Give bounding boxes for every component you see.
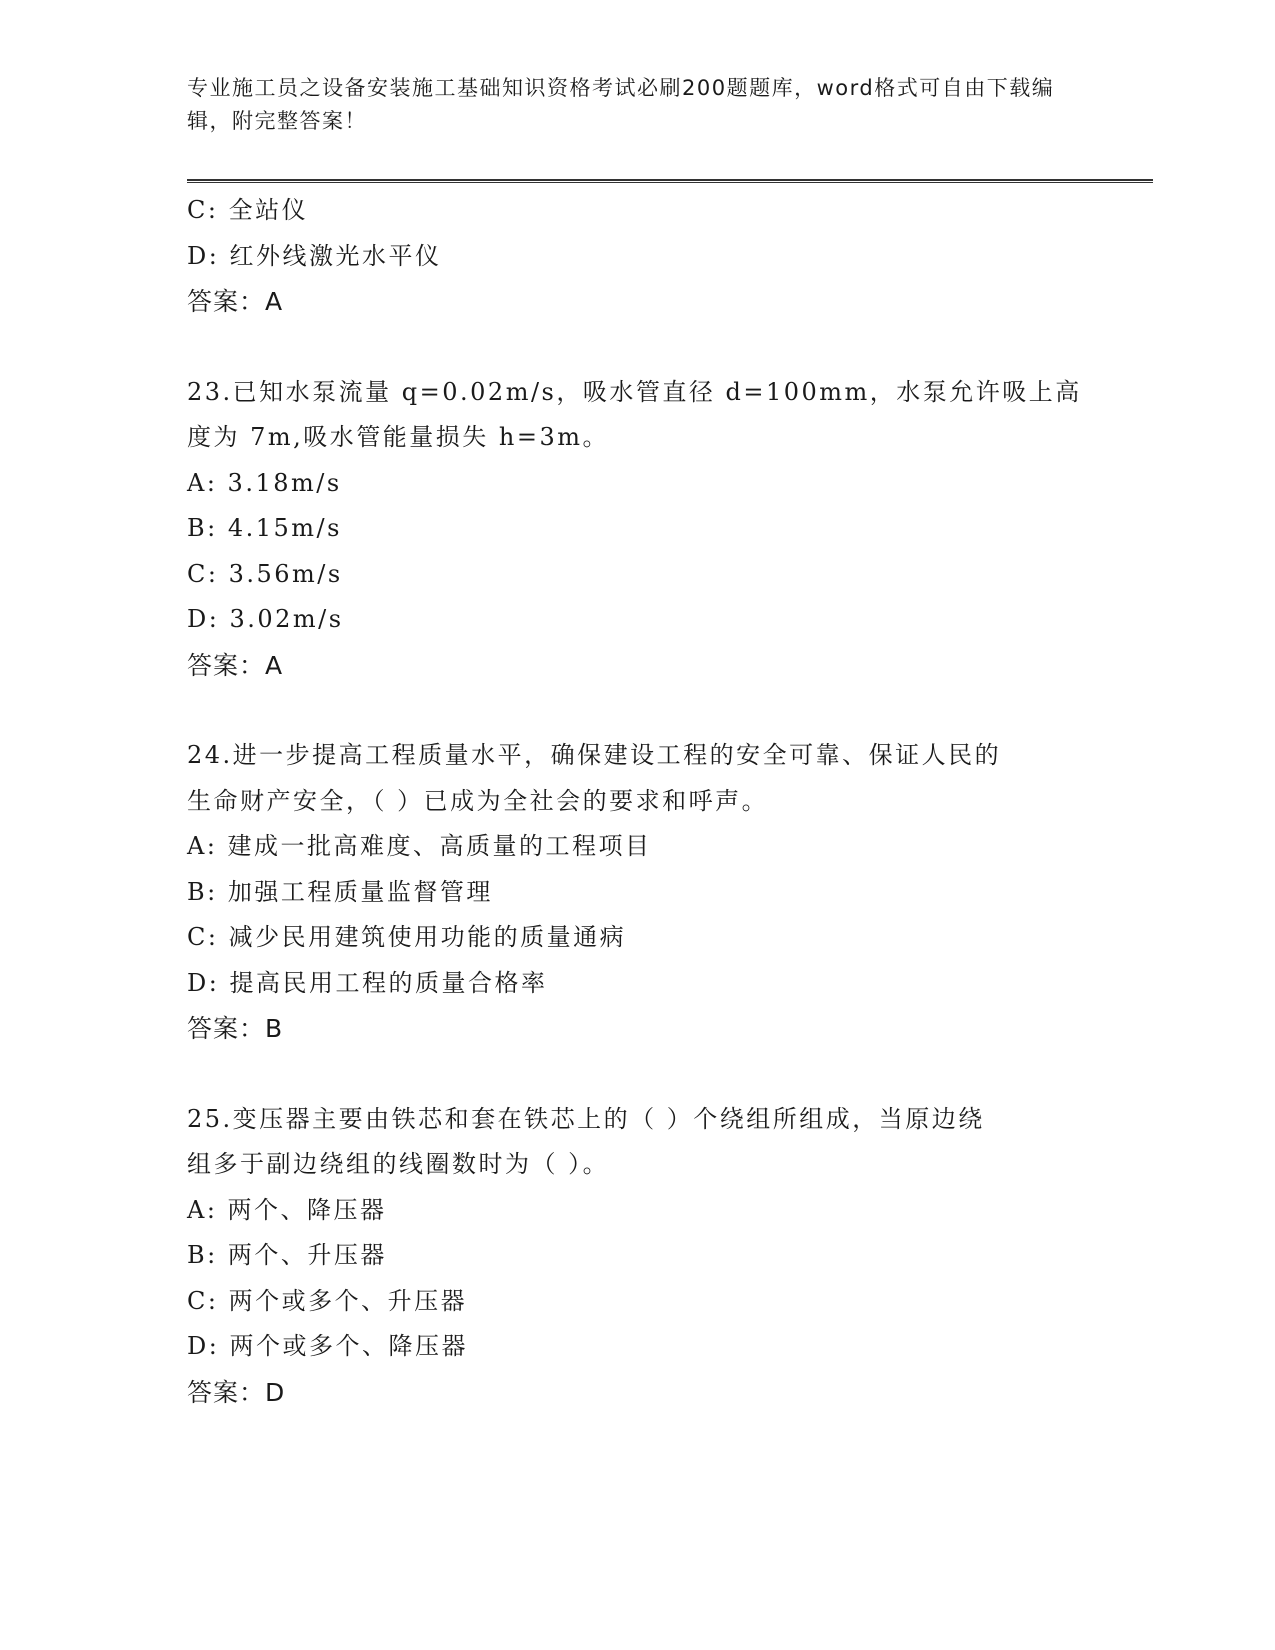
document-header: [187, 72, 1067, 138]
question-text-line: 生命财产安全，（ ）已成为全社会的要求和呼声。: [187, 786, 769, 815]
question-text-line: 23.已知水泵流量 q=0.02m/s，吸水管直径 d=100mm，水泵允许吸上高: [187, 377, 1082, 406]
option-d: D: 提高民用工程的质量合格率: [187, 968, 548, 997]
option-a: A: 建成一批高难度、高质量的工程项目: [187, 832, 652, 860]
header-divider: [187, 179, 1153, 183]
question-25: [187, 1097, 1087, 1416]
previous-question-tail: [187, 188, 1087, 325]
option-b: B: 4.15m/s: [187, 514, 342, 542]
question-text-line: 25.变压器主要由铁芯和套在铁芯上的（ ）个绕组所组成，当原边绕: [187, 1104, 985, 1133]
answer-line: 答案：A: [187, 650, 284, 680]
spacer: [187, 1052, 1087, 1097]
question-23: [187, 370, 1087, 689]
option-d: D: 红外线激光水平仪: [187, 241, 442, 270]
question-text-line: 组多于副边绕组的线圈数时为（ ）。: [187, 1150, 610, 1178]
question-24: [187, 733, 1087, 1052]
option-c: C: 全站仪: [187, 196, 309, 224]
spacer: [187, 325, 1087, 370]
header-text: 专业施工员之设备安装施工基础知识资格考试必刷200题题库，word格式可自由下载编辑，附完整答案！: [187, 76, 1055, 133]
option-b: B: 两个、升压器: [187, 1241, 387, 1269]
option-d: D: 两个或多个、降压器: [187, 1332, 468, 1360]
option-c: C: 减少民用建筑使用功能的质量通病: [187, 923, 627, 951]
spacer: [187, 688, 1087, 733]
answer-line: 答案：B: [187, 1014, 284, 1043]
question-list: [187, 188, 1087, 1415]
option-d: D: 3.02m/s: [187, 605, 344, 633]
option-c: C: 3.56m/s: [187, 559, 343, 588]
answer-line: 答案：D: [187, 1377, 286, 1407]
option-b: B: 加强工程质量监督管理: [187, 877, 493, 906]
answer-line: 答案：A: [187, 287, 284, 316]
question-text-line: 度为 7m,吸水管能量损失 h=3m。: [187, 423, 610, 451]
question-text-line: 24.进一步提高工程质量水平，确保建设工程的安全可靠、保证人民的: [187, 741, 1002, 769]
option-c: C: 两个或多个、升压器: [187, 1286, 468, 1315]
option-a: A: 3.18m/s: [187, 468, 342, 497]
option-a: A: 两个、降压器: [187, 1195, 387, 1224]
